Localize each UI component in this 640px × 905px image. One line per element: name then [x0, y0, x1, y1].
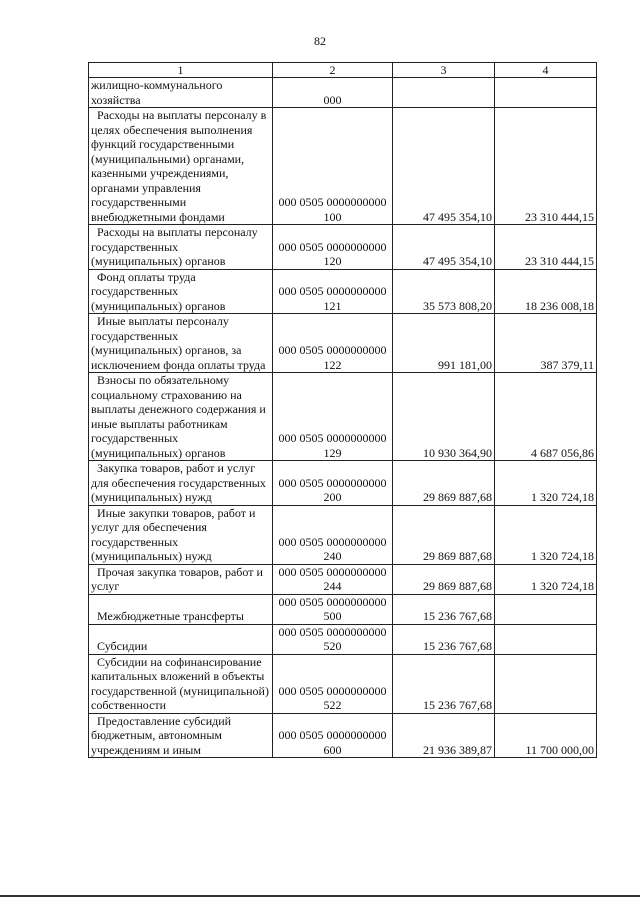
row-value-col4	[495, 624, 597, 654]
row-code-line-2: 240	[323, 549, 342, 563]
row-name: Расходы на выплаты персоналу в целях обеспечения выполнения функций государственными (муниципальными) органами, казенными учреждениями, органами управления государственными внебюджетными фондами	[89, 108, 273, 225]
table-header	[89, 63, 597, 78]
row-value-col4	[495, 594, 597, 624]
row-code	[273, 314, 393, 373]
row-code-line-1: 000 0505 0000000000	[278, 195, 387, 209]
row-value-col4: 387 379,11	[495, 314, 597, 373]
row-code	[273, 654, 393, 713]
page-number: 82	[314, 34, 326, 48]
row-value-col4: 1 320 724,18	[495, 564, 597, 594]
table-row	[89, 564, 597, 594]
row-value-col3: 21 936 389,87	[393, 713, 495, 758]
row-code	[273, 624, 393, 654]
row-name: Иные закупки товаров, работ и услуг для обеспечения государственных (муниципальных) нужд	[89, 505, 273, 564]
table-row	[89, 78, 597, 108]
row-code-line-1: 000 0505 0000000000	[278, 564, 387, 579]
row-name: Предоставление субсидий бюджетным, автономным учреждениям и иным	[89, 713, 273, 758]
row-code-line-1: 000 0505 0000000000	[278, 475, 387, 490]
row-value-col4: 4 687 056,86	[495, 373, 597, 461]
row-code	[273, 78, 393, 108]
row-code	[273, 108, 393, 225]
row-value-col3: 991 181,00	[393, 314, 495, 373]
row-code	[273, 713, 393, 758]
row-code-line-2: 129	[323, 445, 342, 460]
row-code-line-1: 000 0505 0000000000	[278, 431, 387, 445]
row-name: Прочая закупка товаров, работ и услуг	[89, 564, 273, 594]
row-code-line-2: 500	[323, 609, 342, 623]
row-code-line-2: 522	[323, 698, 342, 712]
row-code	[273, 461, 393, 506]
table-row	[89, 505, 597, 564]
row-value-col3: 15 236 767,68	[393, 654, 495, 713]
table-row	[89, 314, 597, 373]
row-value-col4: 23 310 444,15	[495, 225, 597, 270]
row-value-col3: 10 930 364,90	[393, 373, 495, 461]
row-code-line-2: 244	[323, 579, 342, 593]
row-name: Субсидии	[89, 624, 273, 654]
table-body	[89, 78, 597, 758]
row-code-line-2: 100	[323, 209, 342, 224]
row-code-line-2: 121	[323, 298, 342, 313]
row-code-line-1: 000 0505 0000000000	[278, 343, 387, 357]
row-name: Межбюджетные трансферты	[89, 594, 273, 624]
row-value-col3: 35 573 808,20	[393, 269, 495, 314]
header-row	[89, 63, 597, 78]
row-code	[273, 225, 393, 270]
row-name: жилищно-коммунального хозяйства	[89, 78, 273, 108]
row-value-col3: 47 495 354,10	[393, 225, 495, 270]
row-code	[273, 564, 393, 594]
table-row	[89, 225, 597, 270]
row-code-line-2: 200	[323, 490, 342, 504]
row-code-line-1: 000 0505 0000000000	[278, 239, 387, 254]
table-row	[89, 108, 597, 225]
row-value-col3: 29 869 887,68	[393, 505, 495, 564]
row-code	[273, 269, 393, 314]
row-code-line-1: 000 0505 0000000000	[278, 534, 387, 549]
row-code-line-1: 000 0505 0000000000	[278, 624, 387, 639]
column-header-4: 4	[495, 63, 597, 78]
table-row	[89, 594, 597, 624]
table-row	[89, 461, 597, 506]
table-row	[89, 654, 597, 713]
row-name: Фонд оплаты труда государственных (муниципальных) органов	[89, 269, 273, 314]
column-header-3: 3	[393, 63, 495, 78]
row-code-line-2: 000	[323, 92, 342, 107]
row-code-line-2: 520	[323, 639, 342, 653]
table-row	[89, 713, 597, 758]
row-code	[273, 594, 393, 624]
row-code-line-1: 000 0505 0000000000	[278, 284, 387, 298]
row-name: Расходы на выплаты персоналу государственных (муниципальных) органов	[89, 225, 273, 270]
row-code	[273, 505, 393, 564]
row-value-col3: 15 236 767,68	[393, 624, 495, 654]
row-value-col4: 1 320 724,18	[495, 461, 597, 506]
row-code-line-1: 000 0505 0000000000	[278, 728, 387, 742]
row-value-col4: 11 700 000,00	[495, 713, 597, 758]
table-row	[89, 269, 597, 314]
budget-table	[88, 62, 597, 758]
row-value-col3: 29 869 887,68	[393, 564, 495, 594]
row-code-line-2: 120	[323, 254, 342, 268]
table-row	[89, 624, 597, 654]
row-value-col4: 23 310 444,15	[495, 108, 597, 225]
row-name: Иные выплаты персоналу государственных (муниципальных) органов, за исключением фонда оплаты труда	[89, 314, 273, 373]
row-value-col4: 18 236 008,18	[495, 269, 597, 314]
row-code-line-1: 000 0505 0000000000	[278, 683, 387, 698]
page-bottom-rule	[0, 895, 640, 897]
row-value-col4	[495, 78, 597, 108]
table-row	[89, 373, 597, 461]
row-code-line-1: 000 0505 0000000000	[278, 594, 387, 609]
row-code-line-2: 122	[323, 357, 342, 372]
row-name: Закупка товаров, работ и услуг для обеспечения государственных (муниципальных) нужд	[89, 461, 273, 506]
row-value-col3: 29 869 887,68	[393, 461, 495, 506]
row-code-line-2: 600	[323, 742, 342, 757]
row-value-col3: 47 495 354,10	[393, 108, 495, 225]
column-header-1: 1	[89, 63, 273, 78]
row-value-col4: 1 320 724,18	[495, 505, 597, 564]
row-value-col4	[495, 654, 597, 713]
row-value-col3	[393, 78, 495, 108]
row-value-col3: 15 236 767,68	[393, 594, 495, 624]
row-name: Взносы по обязательному социальному страхованию на выплаты денежного содержания и иные выплаты работникам государственных (муниципальных) органов	[89, 373, 273, 461]
column-header-2: 2	[273, 63, 393, 78]
row-code	[273, 373, 393, 461]
row-name: Субсидии на софинансирование капитальных вложений в объекты государственной (муниципальной) собственности	[89, 654, 273, 713]
